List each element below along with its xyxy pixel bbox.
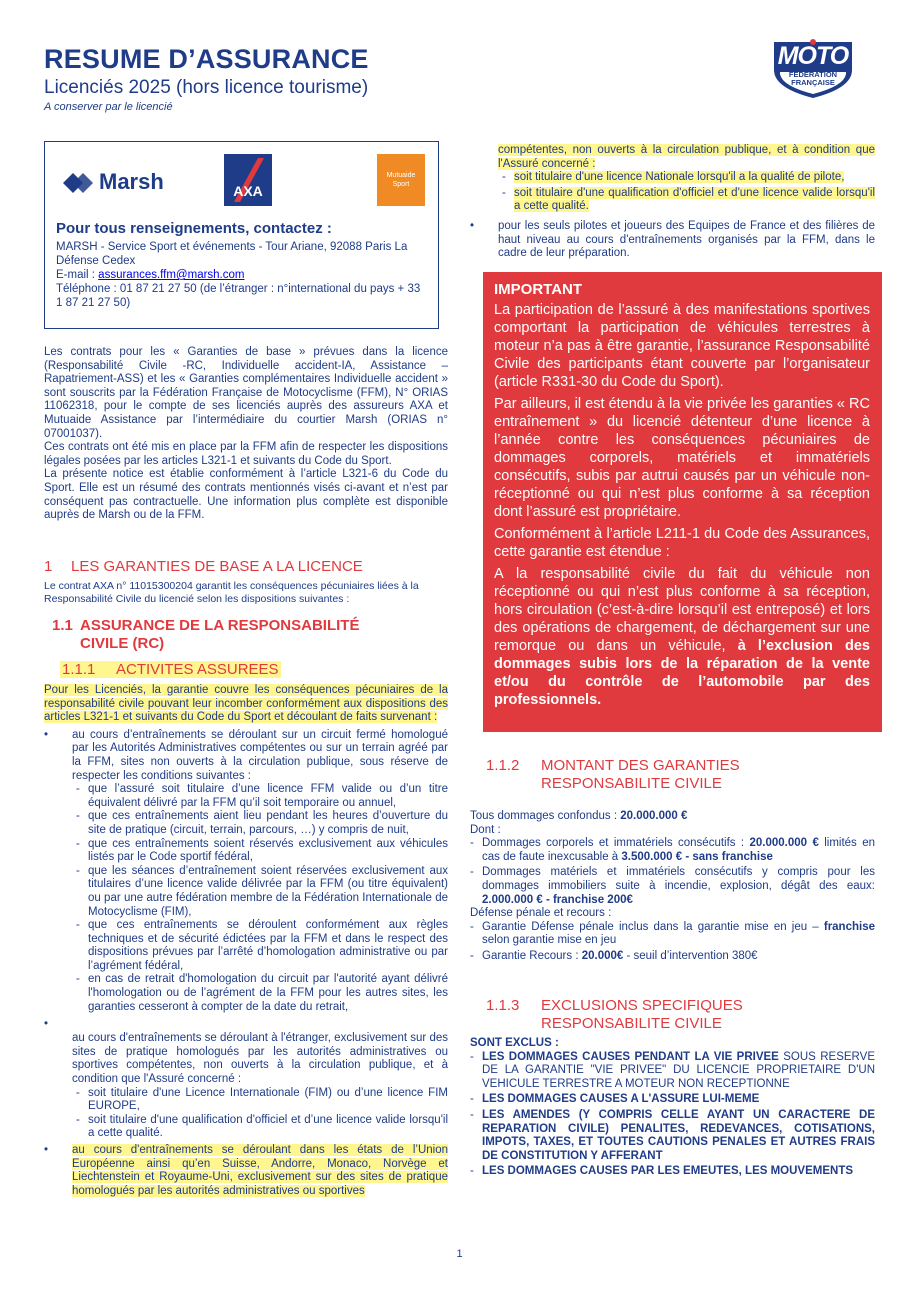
bullet-text-3: au cours d'entraînements se déroulant dans les états de l’Union Européenne ainsi qu’en Suisse, Andorre, Monaco, Norvège et Liechtenstein et Royaume-Uni, exclusivement sur des sites de pratique homologués par les autorités administratives ou sportives: [72, 1144, 448, 1197]
document-subtitle: Licenciés 2025 (hors licence tourisme): [44, 77, 369, 98]
section-1-1-2-heading: [486, 757, 816, 793]
amount-value: 3.500.000 € - sans franchise: [621, 850, 773, 863]
section-1-number: 1: [44, 558, 53, 575]
dash-item-text: que l’assuré soit titulaire d’une licence FFM valide ou d’un titre équivalent délivré par la FFM qu’il soit temporaire ou annuel,: [88, 783, 448, 809]
important-title: IMPORTANT: [494, 281, 583, 298]
section-1-1-3-title-line2: RESPONSABILITE CIVILE: [541, 1015, 722, 1032]
dash-icon: -: [76, 837, 80, 850]
dash-icon: -: [502, 186, 506, 199]
amount-value: 20.000€: [581, 949, 624, 962]
dash-icon: -: [470, 1093, 474, 1106]
exclusion-item: [470, 1051, 875, 1092]
bullet-item-2: [44, 1018, 448, 1141]
dash-item-text: en cas de retrait d'homologation du circuit par l'autorité ayant délivré l'homologation ou de l’agrément de la FFM pour les autres sites, les garanties cesseront à compter de la date du retrait,: [88, 973, 448, 1013]
mutuaide-logo-text: Mutuaide: [386, 172, 416, 179]
exclusion-text: SOUS RESERVE DE LA GARANTIE "VIE PRIVEE" DU LICENCIE PROPRIETAIRE D'UN VEHICULE TERRESTRE A MOTEUR NON RECEPTIONNE: [482, 1050, 875, 1090]
dash-item-text: soit titulaire d'une licence Nationale lorsqu'il a la qualité de pilote,: [514, 171, 845, 184]
dash-item-text: soit titulaire d'une qualification d'officiel et d'une licence valide lorsqu'il a cette qualité.: [514, 186, 875, 213]
bullet-item-4: [470, 220, 875, 261]
dash-item: [76, 1087, 448, 1114]
important-paragraph-1: La participation de l’assuré à des manifestations sportives comportant la participation de véhicules terrestres à moteur n’a pas à être garantie, l’assurance Responsabilité Civile des participants étant couverte par l’organisateur (article R331-30 du Code du Sport).: [494, 302, 870, 390]
dash-item: [76, 919, 448, 973]
dash-item: [76, 783, 448, 810]
important-paragraph-3: Conformément à l’article L211-1 du Code des Assurances, cette garantie est étendue :: [494, 526, 870, 560]
section-1-1-number: 1.1: [52, 617, 73, 634]
marsh-mark-icon: [63, 172, 93, 194]
amount-total: [470, 810, 875, 824]
amounts-block: [470, 810, 875, 964]
defense-label: Défense pénale et recours :: [470, 907, 612, 920]
mutuaide-logo-text-2: Sport: [392, 181, 410, 188]
section-1-1-1-heading: [60, 661, 281, 678]
amount-value: 2.000.000 € - franchise 200€: [482, 893, 633, 906]
dash-item-text: que ces entraînements se déroulent conformément aux règles techniques et de sécurité édictées par la FFM et dans le respect des dispositions prévues par l’arrêté d’homologation administrative ou par l’agrément fédéral,: [88, 919, 448, 972]
intro-paragraph-1: Les contrats pour les « Garanties de base » prévues dans la licence (Responsabilité Civile -RC, Individuelle accident-IA, Assistance – Rapatriement-ASS) et les « Garanties complémentaires Individuelle accident » sont souscrits par la Fédération Française de Motocyclisme (FFM), N° ORIAS 11062318, pour le compte de ses licenciés auprès des assureurs AXA et Mutuaide Assistance par l’intermédiaire du courtier Marsh (ORIAS n° 07001037).: [44, 346, 448, 440]
ffm-moto-logo: [766, 36, 860, 100]
amount-text: Garantie Recours :: [482, 949, 582, 962]
email-link[interactable]: assurances.ffm@marsh.com: [98, 269, 245, 281]
bullet-text-2: au cours d'entraînements se déroulant à l'étranger, exclusivement sur des sites de pratique homologués par les autorités administratives ou sportives compétentes, non ouverts à la circulation publique, et à condition que l'Assuré concerné :: [72, 1032, 448, 1086]
section-1-1-3-title-line1: EXCLUSIONS SPECIFIQUES: [541, 997, 743, 1014]
email-label: E-mail :: [56, 269, 99, 281]
dash-item-text: soit titulaire d'une qualification d'officiel et d’une licence valide lorsqu'il a cette qualité.: [88, 1113, 448, 1140]
section-1-1-title-line1: ASSURANCE DE LA RESPONSABILITÉ: [80, 617, 360, 634]
contact-box: [44, 141, 439, 329]
exclusion-item: [470, 1165, 875, 1179]
axa-logo: [224, 154, 272, 206]
dash-icon: -: [76, 810, 80, 823]
dash-icon: -: [76, 783, 80, 796]
section-1-title: LES GARANTIES DE BASE A LA LICENCE: [71, 558, 363, 575]
important-paragraph-2: Par ailleurs, il est étendu à la vie privée les garanties « RC entraînement » du licencié détenteur d’une licence à l’année contre les conséquences pécuniaires de dommages corporels, matériels et immatériels consécutifs, subis par autrui causés par un véhicule non-réceptionné ou qui n’est plus conforme à sa réception dont l’assuré est propriétaire.: [494, 396, 870, 520]
page-number: 1: [456, 1248, 463, 1260]
important-paragraph-4-text: A la responsabilité civile du fait du véhicule non réceptionné ou qui n’est plus conforme à sa réception, hors circulation (c’est-à-dire lorsqu’il est entreposé) et lors des opérations de chargement, de déchargement sur une remorque ou dans un véhicule,: [494, 566, 870, 654]
dash-icon: -: [76, 864, 80, 877]
dash-icon: -: [470, 837, 474, 850]
dash-icon: -: [76, 919, 80, 932]
dash-item-text: soit titulaire d'une Licence Internationale (FIM) ou d’une licence FIM EUROPE,: [88, 1086, 448, 1113]
dash-icon: -: [470, 1108, 474, 1121]
exclusion-item: [470, 1109, 875, 1163]
marsh-logo-text: Marsh: [99, 169, 164, 194]
dash-item-text: que les séances d’entraînement soient réservées exclusivement aux titulaires d’une licence valide délivrée par la FFM (ou titre équivalent) ou par une autre fédération membre de la Fédération Internationale de Motocyclisme (FIM),: [88, 864, 448, 918]
bullet-text-4: pour les seuls pilotes et joueurs des Equipes de France et des filières de haut niveau au cours d'entraînements organisés par la FFM, dans le cadre de leur préparation.: [498, 219, 875, 260]
important-box: [483, 272, 882, 732]
intro-paragraph-3: La présente notice est établie conformément à l’article L321-6 du Code du Sport. Elle est un résumé des contrats mentionnés visés ci-avant et n’est par conséquent pas contractuelle. Une information plus complète est disponible auprès de Marsh ou de la FFM.: [44, 468, 448, 522]
amount-item: [470, 921, 875, 948]
section-1-text: Le contrat AXA n° 11015300204 garantit les conséquences pécuniaires liées à la Responsabilité Civile du licencié selon les dispositions suivantes :: [44, 580, 419, 605]
document-title: RESUME D’ASSURANCE: [44, 44, 369, 74]
activities-intro-text: Pour les Licenciés, la garantie couvre les conséquences pécuniaires de la responsabilité civile pouvant leur incomber conformément aux dispositions des articles L321-1 et suivants du Code du Sport et découlant de faits survenant :: [44, 684, 448, 724]
document-note: A conserver par le licencié: [44, 101, 173, 113]
section-1-1-1-number: 1.1.1: [62, 661, 96, 678]
exclusions-block: [470, 1037, 875, 1179]
dash-item: [502, 187, 875, 214]
section-1-1-1-title: ACTIVITES ASSUREES: [116, 661, 279, 678]
amount-total-label: Tous dommages confondus :: [470, 810, 621, 822]
contact-title: Pour tous renseignements, contactez :: [56, 220, 332, 237]
section-1-heading: [44, 558, 363, 575]
amount-text: limités en cas de faute inexcusable à: [482, 837, 875, 863]
dash-icon: -: [470, 866, 474, 879]
amount-dont: Dont :: [470, 823, 501, 836]
exclusion-text-bold: LES DOMMAGES CAUSES A L'ASSURE LUI-MEME: [482, 1093, 760, 1106]
intro-text: [44, 346, 448, 523]
exclusion-text-bold: LES DOMMAGES CAUSES PENDANT LA VIE PRIVEE: [482, 1050, 779, 1063]
section-1-1-2-number: 1.1.2: [486, 757, 520, 774]
exclusion-text-bold: LES DOMMAGES CAUSES PAR LES EMEUTES, LES MOUVEMENTS: [482, 1165, 854, 1178]
dash-item-text: que ces entraînements aient lieu pendant les heures d’ouverture du site de pratique (circuit, terrain, parcours, …) y compris de nuit,: [88, 810, 448, 836]
amount-total-value: 20.000.000 €: [620, 810, 688, 822]
important-paragraph-4: [494, 565, 870, 709]
section-1-1-title-line2: CIVILE (RC): [80, 635, 165, 652]
left-column-body: [44, 684, 448, 1198]
dash-icon: -: [470, 1050, 474, 1063]
moto-logo-sub2: FRANÇAISE: [791, 78, 835, 87]
mutuaide-logo: [377, 154, 425, 206]
bullet-item-1: [44, 729, 448, 1014]
bullet-text-1: au cours d’entraînements se déroulant sur un circuit fermé homologué par les Autorités Administratives compétentes ou sur un terrain agréé par la FFM, sites non ouverts à la circulation publique, sous réserve de respecter les conditions suivantes :: [72, 728, 448, 782]
marsh-logo: [63, 169, 175, 197]
intro-paragraph-2: Ces contrats ont été mis en place par la FFM afin de respecter les dispositions légales posées par les articles L321-1 et suivants du Code du Sport.: [44, 441, 448, 467]
dash-item-text: que ces entraînements soient réservés exclusivement aux véhicules listés par le Code sportif fédéral,: [88, 837, 448, 864]
section-1-1-2-title-line2: RESPONSABILITE CIVILE: [541, 775, 722, 792]
dash-item: [76, 973, 448, 1014]
important-paragraph-4-bold: à l’exclusion des dommages subis lors de la réparation de la vente et/ou du contrôle de l’automobile par des professionnels.: [494, 638, 870, 708]
contact-phone: Téléphone : 01 87 21 27 50 (de l’étranger : n°international du pays + 33 1 87 21 27 50): [56, 283, 421, 309]
contact-address: MARSH - Service Sport et événements - Tour Ariane, 92088 Paris La Défense Cedex: [56, 241, 408, 267]
amount-value: franchise: [823, 920, 875, 933]
dash-icon: -: [470, 920, 474, 933]
amount-item: [470, 866, 875, 907]
bullet-text-3-continued: compétentes, non ouverts à la circulation publique, et à condition que l'Assuré concerné :: [498, 144, 875, 170]
dash-item: [76, 838, 448, 865]
section-1-1-heading: [52, 617, 412, 653]
dash-icon: -: [76, 973, 80, 986]
amount-item: [470, 950, 875, 964]
dash-icon: -: [76, 1086, 80, 1099]
dash-item: [76, 810, 448, 837]
amount-value: 20.000.000 €: [749, 837, 819, 850]
exclusion-text-bold: LES AMENDES (Y COMPRIS CELLE AYANT UN CARACTERE DE REPARATION CIVILE) PENALITES, REDEVANCES, COTISATIONS, IMPOTS, TAXES, ET TOUTES CAUTIONS PENALES ET AUTRES FRAIS DE CONSTITUTION Y AFFERANT: [482, 1108, 875, 1162]
bullet-icon: •: [44, 1144, 49, 1156]
section-1-1-3-number: 1.1.3: [486, 997, 520, 1014]
dash-item: [76, 1114, 448, 1141]
moto-logo-text: MOTO: [777, 42, 849, 70]
section-1-1-2-title-line1: MONTANT DES GARANTIES: [541, 757, 740, 774]
bullet-icon: •: [44, 728, 49, 741]
amount-item: [470, 837, 875, 864]
bullet-item-3: [44, 1144, 448, 1198]
bullet-icon: •: [470, 219, 475, 232]
amount-text: - seuil d’intervention 380€: [623, 949, 758, 962]
activities-intro: [44, 684, 448, 725]
dash-icon: -: [470, 949, 474, 962]
amount-text: Dommages matériels et immatériels consécutifs y compris pour les dommages immobiliers suite à incendie, explosion, dégât des eaux:: [482, 866, 875, 892]
bullet-icon: •: [44, 1018, 49, 1031]
bullet-item-3-continued: [470, 144, 875, 214]
dash-icon: -: [502, 171, 506, 184]
right-column-top: [470, 144, 875, 261]
dash-icon: -: [470, 1165, 474, 1178]
dash-icon: -: [76, 1113, 80, 1126]
amount-text: Dommages corporels et immatériels consécutifs :: [482, 837, 750, 850]
section-1-1-3-heading: [486, 997, 816, 1033]
dash-item: [76, 865, 448, 919]
contact-email-line: [56, 268, 244, 282]
exclusion-item: [470, 1093, 875, 1107]
dash-item: [502, 171, 875, 185]
amount-text: Garantie Défense pénale inclus dans la garantie mise en jeu –: [482, 920, 824, 933]
exclusions-label: SONT EXCLUS :: [470, 1037, 559, 1049]
moto-logo-sub1: FÉDÉRATION: [788, 70, 838, 79]
axa-logo-text: AXA: [233, 183, 263, 199]
amount-text: selon garantie mise en jeu: [482, 934, 617, 947]
